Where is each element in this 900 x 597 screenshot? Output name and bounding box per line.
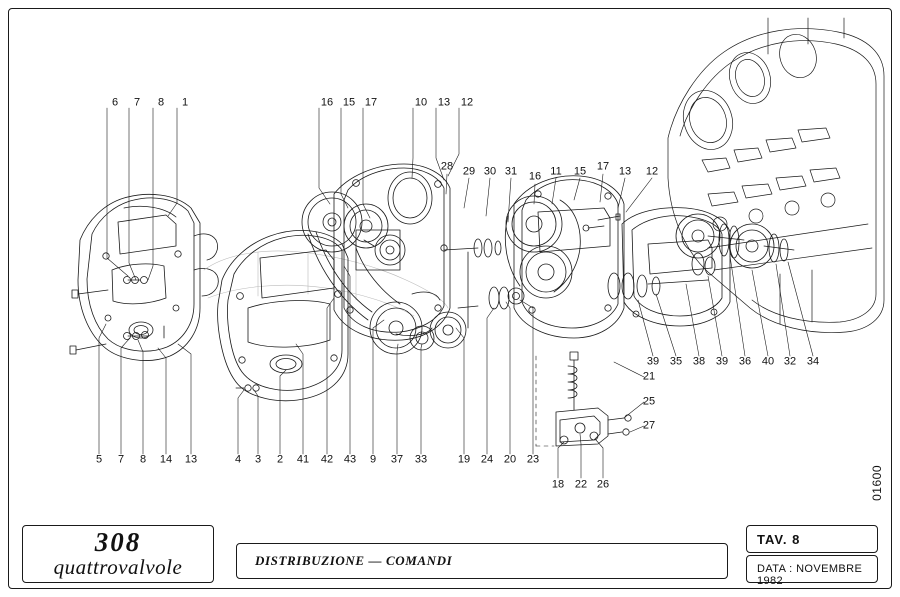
callout-number: 10 (414, 96, 428, 109)
callout-number: 41 (296, 453, 310, 466)
callout-number: 11 (550, 165, 562, 178)
callout-number: 1 (181, 96, 189, 109)
callout-number: 12 (460, 96, 474, 109)
model-name: 308 (94, 527, 142, 557)
callout-number: 39 (715, 355, 729, 368)
callout-number: 27 (642, 419, 656, 432)
callout-number: 26 (596, 478, 610, 491)
callout-number: 19 (457, 453, 471, 466)
callout-number: 13 (437, 96, 451, 109)
table-number: TAV. 8 (757, 532, 801, 547)
callout-number: 15 (573, 165, 587, 178)
callout-number: 2 (276, 453, 284, 466)
callout-number: 12 (645, 165, 659, 178)
callout-number: 16 (528, 170, 542, 183)
callout-number: 24 (480, 453, 494, 466)
callout-number: 16 (320, 96, 334, 109)
callout-number: 34 (806, 355, 820, 368)
exploded-parts-illustration (8, 8, 892, 508)
callout-number: 17 (364, 96, 378, 109)
callout-number: 6 (111, 96, 119, 109)
callout-number: 8 (139, 453, 147, 466)
title-block (8, 521, 892, 589)
callout-number: 28 (440, 160, 454, 173)
table-title: DISTRIBUZIONE — COMANDI (255, 553, 453, 568)
callout-number: 42 (320, 453, 334, 466)
table-date-box (746, 555, 878, 587)
callout-number: 40 (761, 355, 775, 368)
callout-number: 8 (157, 96, 165, 109)
callout-number: 15 (342, 96, 356, 109)
drawing-code: 01600 (870, 465, 884, 501)
model-logo (22, 525, 214, 583)
callout-number: 3 (254, 453, 262, 466)
table-date: DATA : NOVEMBRE 1982 (757, 563, 863, 587)
callout-number: 13 (618, 165, 632, 178)
model-subtitle: quattrovalvole (53, 555, 183, 579)
callout-number: 14 (159, 453, 173, 466)
callout-number: 4 (234, 453, 242, 466)
callout-number: 17 (596, 160, 610, 173)
callout-number: 37 (390, 453, 404, 466)
callout-number: 5 (95, 453, 103, 466)
callout-number: 39 (646, 355, 660, 368)
callout-number: 29 (462, 165, 476, 178)
callout-number: 9 (369, 453, 377, 466)
callout-number: 18 (551, 478, 565, 491)
callout-number: 32 (783, 355, 797, 368)
diagram-area (8, 8, 892, 508)
table-number-box (746, 525, 878, 553)
callout-number: 36 (738, 355, 752, 368)
callout-number: 30 (483, 165, 497, 178)
callout-number: 23 (526, 453, 540, 466)
callout-number: 38 (692, 355, 706, 368)
callout-number: 31 (504, 165, 518, 178)
callout-number: 25 (642, 395, 656, 408)
callout-number: 20 (503, 453, 517, 466)
callout-number: 22 (574, 478, 588, 491)
callout-number: 43 (343, 453, 357, 466)
table-title-box (236, 543, 728, 579)
callout-number: 35 (669, 355, 683, 368)
callout-number: 7 (133, 96, 141, 109)
callout-number: 13 (184, 453, 198, 466)
callout-number: 7 (117, 453, 125, 466)
callout-number: 33 (414, 453, 428, 466)
callout-number: 21 (642, 370, 656, 383)
